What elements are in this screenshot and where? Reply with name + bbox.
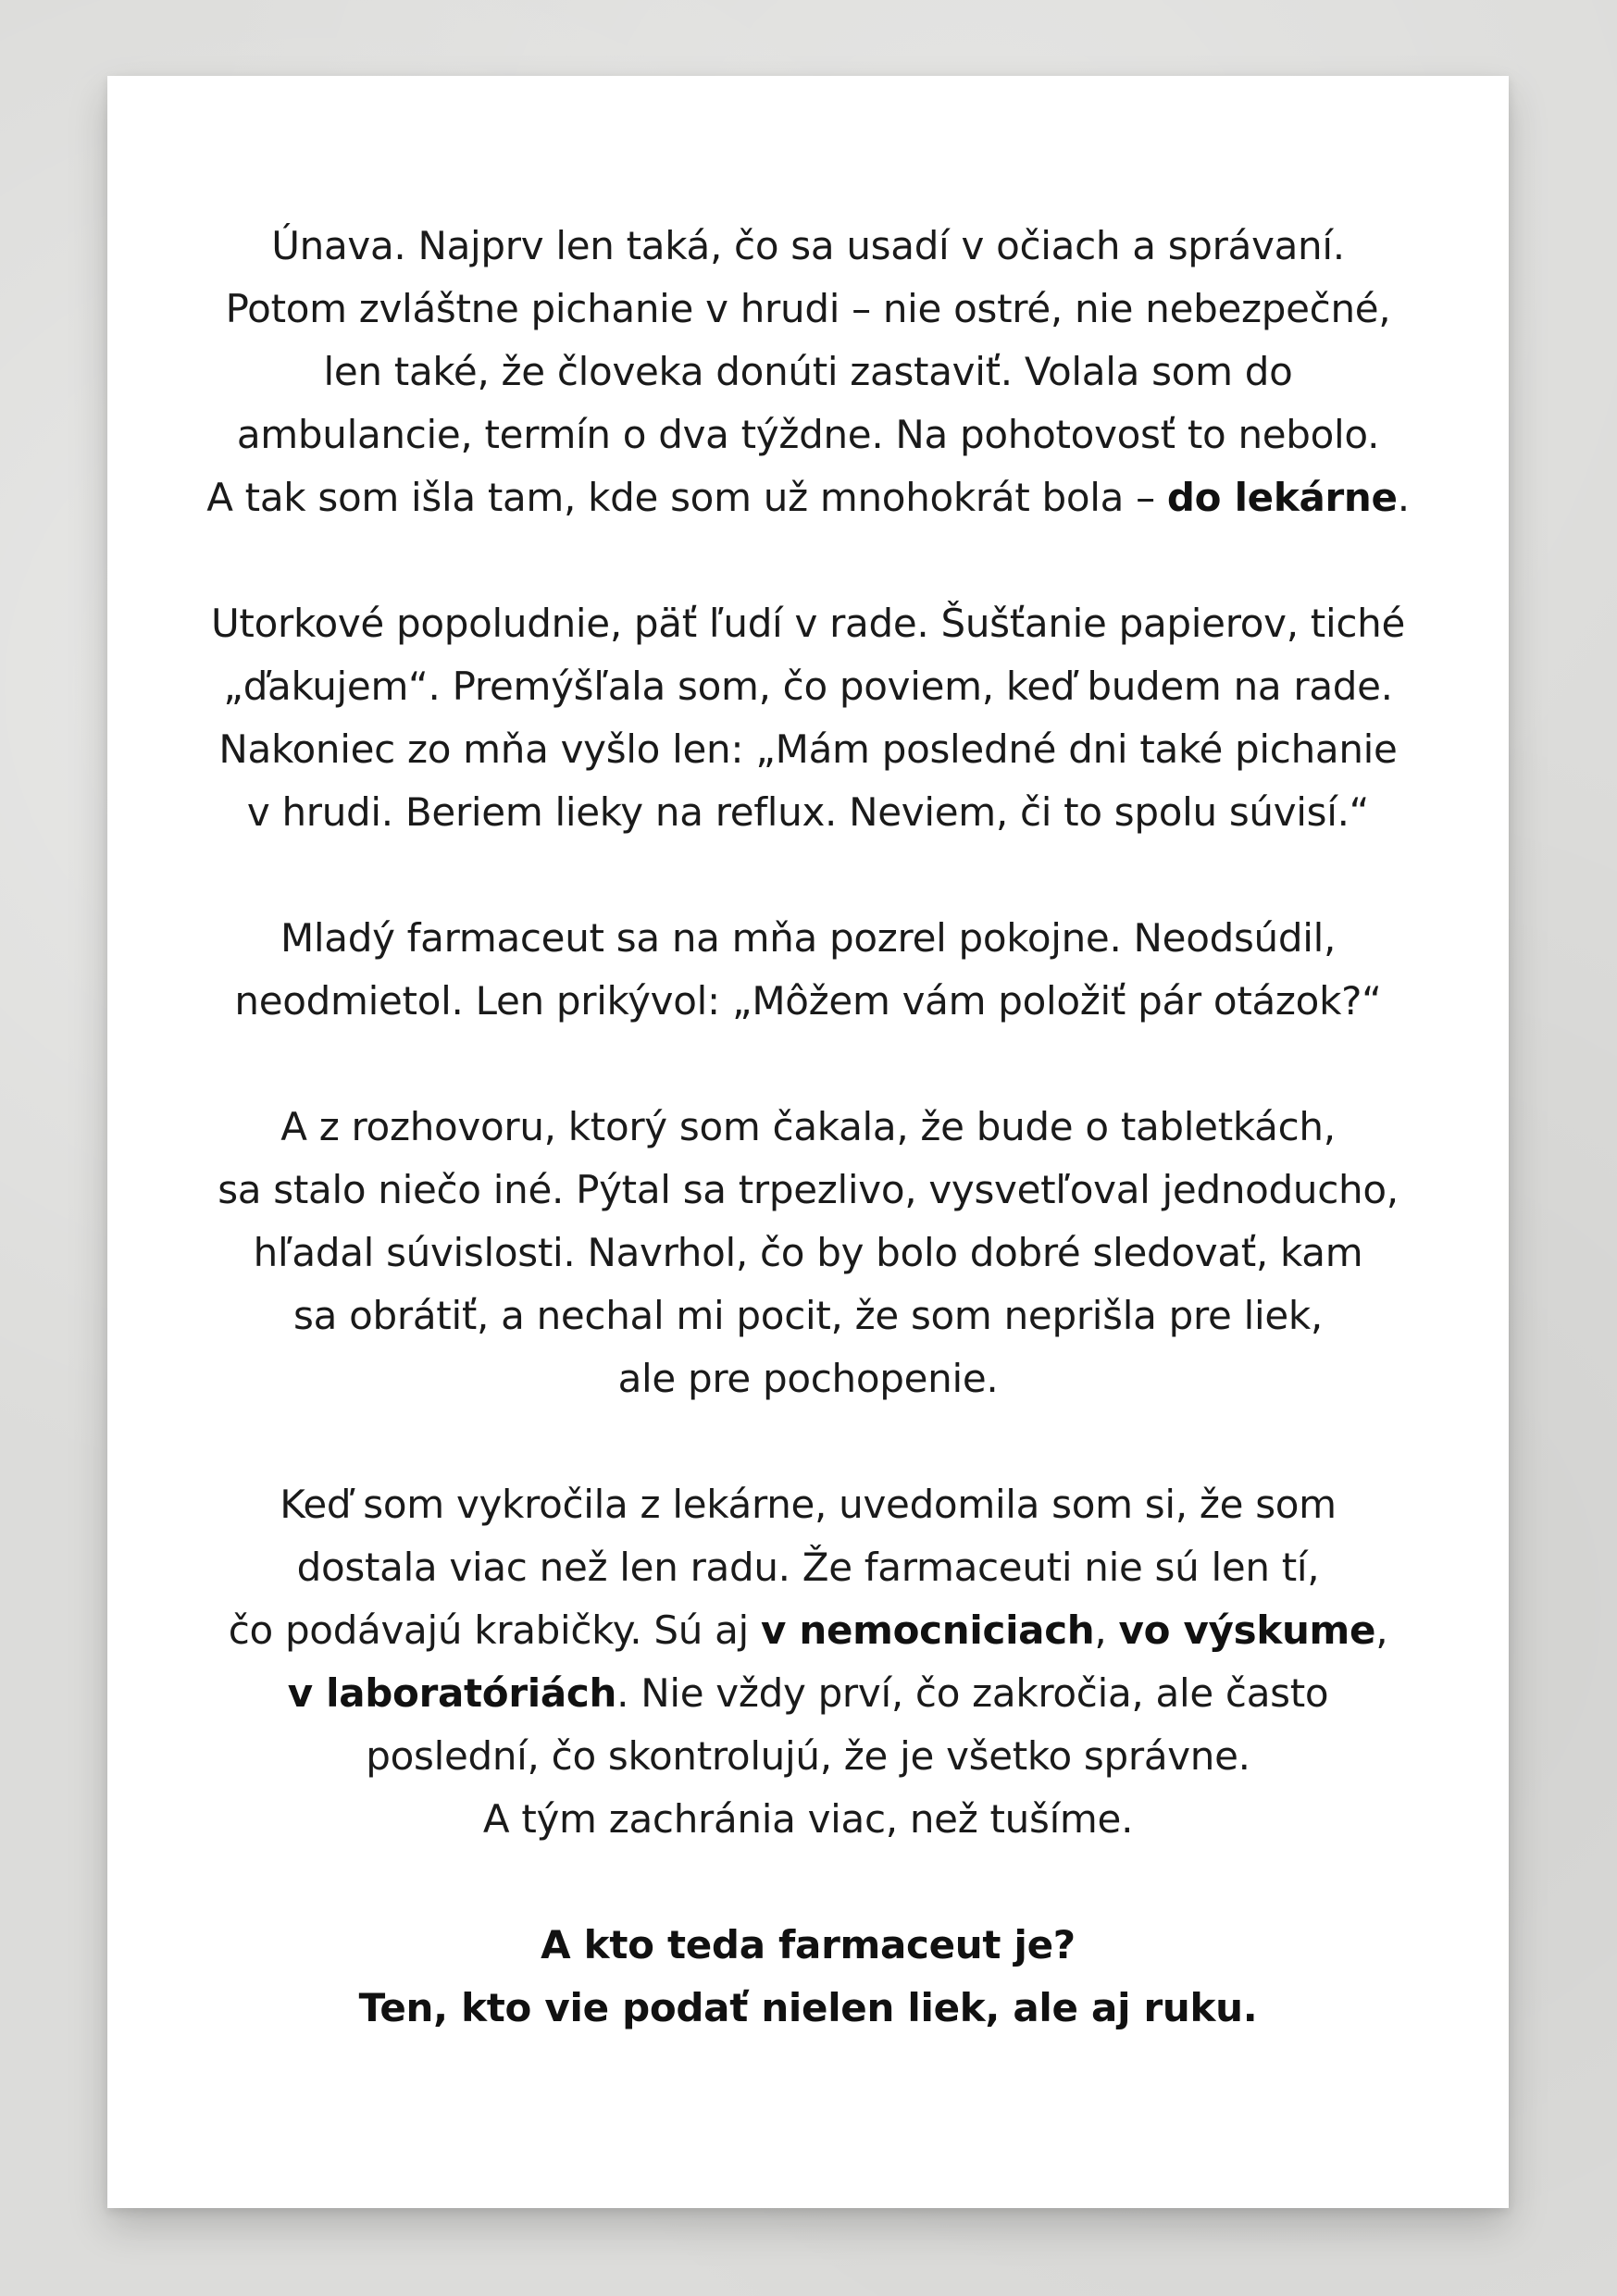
text-card <box>107 76 1509 2208</box>
text-line-with-emphasis <box>107 466 1509 529</box>
emphasis-v-laboratoriach: v laboratóriách <box>287 1670 617 1716</box>
text-line: ale pre pochopenie. <box>617 1356 999 1401</box>
emphasis-v-nemocniciach: v nemocniciach <box>760 1607 1095 1653</box>
text-line: neodmietol. Len prikývol: „Môžem vám položiť pár otázok?“ <box>234 978 1382 1024</box>
text-line: poslední, čo skontrolujú, že je všetko správne. <box>366 1733 1250 1779</box>
text-line: Potom zvláštne pichanie v hrudi – nie ostré, nie nebezpečné, <box>225 286 1391 331</box>
text-line: v hrudi. Beriem lieky na reflux. Neviem, či to spolu súvisí.“ <box>246 789 1370 835</box>
closing-question: A kto teda farmaceut je? <box>541 1922 1076 1967</box>
paragraph-4 <box>107 1096 1509 1410</box>
text-line: Utorkové popoludnie, päť ľudí v rade. Šušťanie papierov, tiché <box>210 601 1405 646</box>
emphasis-do-lekarne: do lekárne <box>1166 475 1398 520</box>
text-line: Nakoniec zo mňa vyšlo len: „Mám posledné dni také pichanie <box>218 726 1398 772</box>
text-line: Únava. Najprv len taká, čo sa usadí v očiach a správaní. <box>271 223 1345 268</box>
text-line-with-emphasis <box>107 1662 1509 1725</box>
closing-answer: Ten, kto vie podať nielen liek, ale aj ruku. <box>358 1985 1258 2030</box>
text-line: Mladý farmaceut sa na mňa pozrel pokojne. Neodsúdil, <box>280 915 1337 961</box>
text-line: sa obrátiť, a nechal mi pocit, že som neprišla pre liek, <box>293 1293 1323 1338</box>
body-text <box>107 215 1509 2040</box>
text-line: A z rozhovoru, ktorý som čakala, že bude o tabletkách, <box>280 1104 1336 1149</box>
text-segment: . <box>1397 475 1410 520</box>
paragraph-2 <box>107 592 1509 844</box>
text-segment: , <box>1375 1607 1388 1653</box>
closing-statement <box>107 1914 1509 2040</box>
text-segment: , <box>1094 1607 1119 1653</box>
text-line-with-emphasis <box>107 1599 1509 1662</box>
paragraph-3 <box>107 907 1509 1033</box>
text-line: ambulancie, termín o dva týždne. Na pohotovosť to nebolo. <box>236 412 1380 457</box>
text-segment: A tak som išla tam, kde som už mnohokrát bola – <box>206 475 1167 520</box>
text-line: A tým zachránia viac, než tušíme. <box>482 1796 1134 1842</box>
emphasis-vo-vyskume: vo výskume <box>1118 1607 1376 1653</box>
text-line: „ďakujem“. Premýšľala som, čo poviem, keď budem na rade. <box>223 664 1393 709</box>
paragraph-1 <box>107 215 1509 529</box>
text-line: len také, že človeka donúti zastaviť. Volala som do <box>323 349 1293 394</box>
text-segment: . Nie vždy prví, čo zakročia, ale často <box>616 1670 1329 1716</box>
text-line: hľadal súvislosti. Navrhol, čo by bolo dobré sledovať, kam <box>253 1230 1363 1275</box>
text-line: dostala viac než len radu. Že farmaceuti nie sú len tí, <box>296 1545 1320 1590</box>
paragraph-5 <box>107 1473 1509 1851</box>
text-segment: čo podávajú krabičky. Sú aj <box>228 1607 761 1653</box>
text-line: sa stalo niečo iné. Pýtal sa trpezlivo, vysvetľoval jednoducho, <box>218 1167 1399 1212</box>
text-line: Keď som vykročila z lekárne, uvedomila som si, že som <box>280 1482 1337 1527</box>
